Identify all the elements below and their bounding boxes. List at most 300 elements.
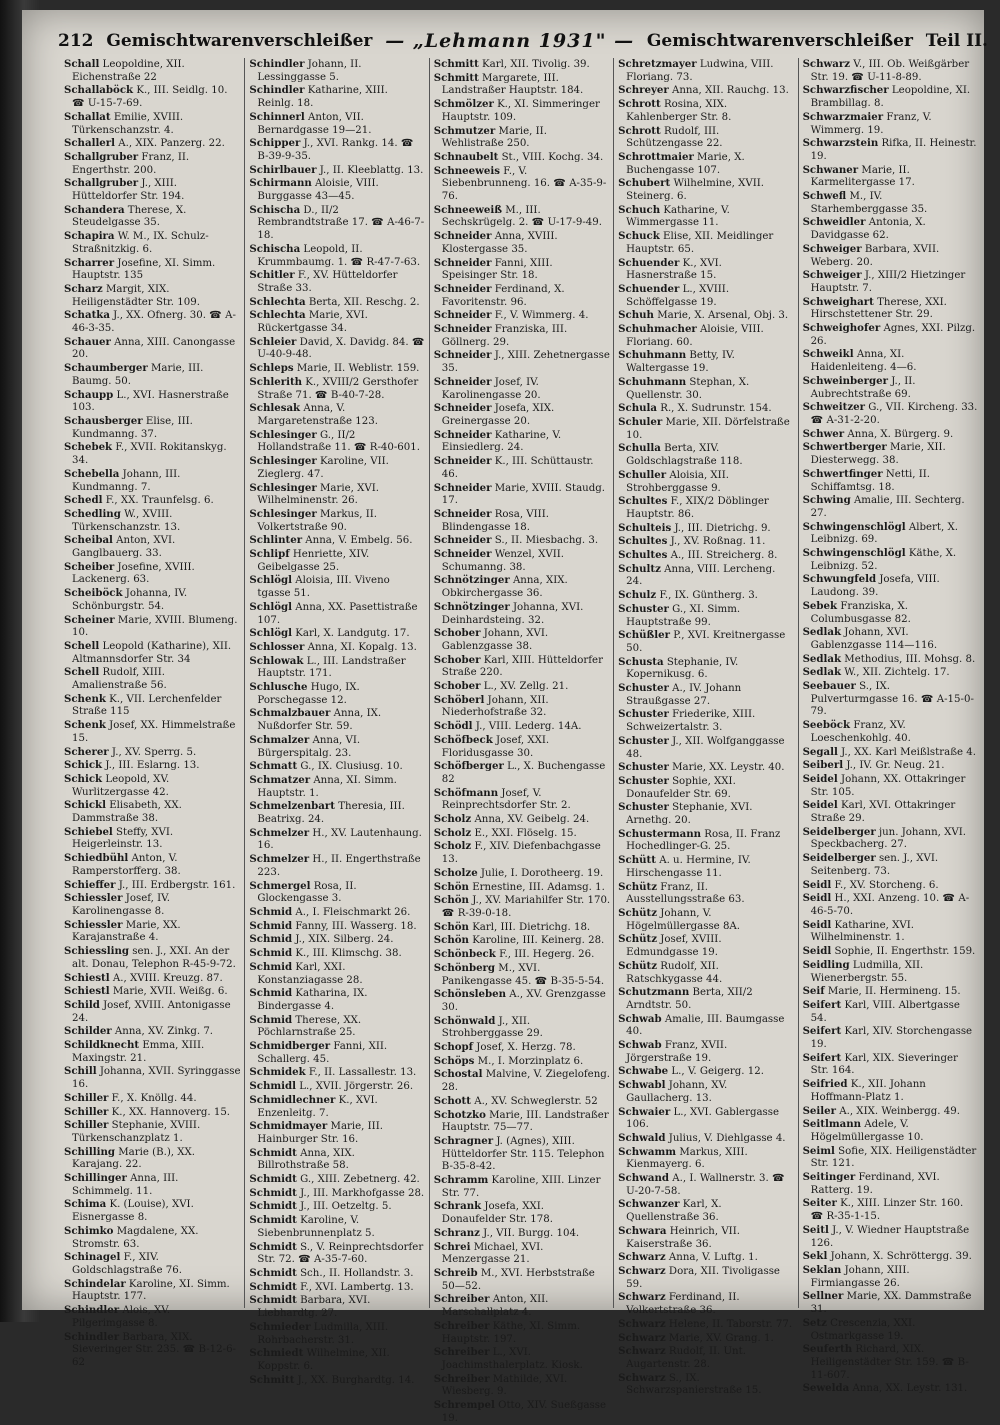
- entry-details: Josef, IV. Karolinengasse 8.: [72, 893, 170, 917]
- entry-name: Schuhmann: [618, 349, 687, 362]
- entry-details: J., III. Dietrichg. 9.: [671, 522, 771, 534]
- directory-entry: [434, 1346, 610, 1372]
- directory-entry: [249, 1040, 425, 1066]
- directory-entry: [64, 283, 241, 309]
- directory-entry: [249, 429, 425, 455]
- entry-name: Scheiber: [64, 560, 115, 573]
- entry-details: W. M., IX. Schulz-Straßnitzkig. 6.: [72, 231, 209, 255]
- entry-name: Schiebel: [64, 825, 113, 838]
- entry-details: J., XV. Sperrg. 5.: [108, 746, 197, 758]
- directory-entry: [803, 547, 979, 573]
- entry-details: Elise, XII. Meidlinger Hauptstr. 65.: [626, 231, 774, 255]
- entry-details: Karl, X. Quellenstraße 36.: [626, 1199, 722, 1224]
- directory-entry: [803, 137, 979, 163]
- directory-entry: [803, 494, 979, 520]
- entry-name: Schaupp: [64, 388, 114, 401]
- directory-entry: [803, 468, 979, 494]
- entry-details: Marie, II. Hermineng. 15.: [824, 986, 961, 998]
- entry-name: Sedlak: [802, 626, 842, 639]
- entry-name: Schmitt: [433, 71, 479, 84]
- entry-name: Sedlak: [802, 652, 842, 665]
- entry-name: Schlerith: [249, 375, 303, 388]
- entry-name: Schweinberger: [802, 374, 889, 387]
- entry-name: Schütz: [618, 907, 658, 919]
- entry-name: Schedl: [64, 494, 103, 507]
- entry-details: K., XIII. Linzer Str. 160. ☎ R-35-1-15.: [810, 1198, 964, 1223]
- directory-entry: [249, 1321, 425, 1347]
- entry-details: Johann, XII. Niederhofstraße 32.: [441, 694, 549, 719]
- entry-details: J., II. Kleeblattg. 13.: [316, 164, 424, 176]
- directory-entry: [618, 1146, 794, 1172]
- directory-entry: [434, 988, 610, 1014]
- directory-entry: [434, 151, 610, 165]
- entry-details: R., X. Sudrunstr. 154.: [657, 403, 772, 415]
- entry-details: F., XV. Hütteldorfer Straße 33.: [257, 270, 398, 294]
- directory-entry: [803, 852, 979, 878]
- directory-entry: [434, 934, 610, 948]
- directory-entry: [434, 534, 610, 548]
- directory-entry: [64, 999, 241, 1025]
- entry-name: Schuster: [618, 602, 669, 615]
- directory-entry: [249, 1214, 425, 1240]
- entry-details: Anna, XIII. Canongasse 20.: [72, 336, 236, 361]
- entry-details: Josef, XVIII. Antonigasse 24.: [72, 999, 231, 1024]
- entry-name: Schinnerl: [249, 110, 305, 123]
- entry-name: Schultes: [618, 495, 668, 508]
- entry-name: Schulla: [618, 442, 661, 455]
- entry-name: Schreiber: [433, 1293, 490, 1306]
- entry-name: Schmidt: [249, 1214, 297, 1227]
- entry-details: Wilhelmine, XII. Koppstr. 6.: [257, 1348, 390, 1372]
- directory-entry: [434, 1373, 610, 1399]
- entry-name: Schmidt: [249, 1200, 297, 1213]
- entry-name: Seidl: [802, 878, 832, 891]
- entry-name: Schmid: [249, 987, 293, 1000]
- entry-details: Marie, II. Wehlistraße 250.: [441, 125, 547, 150]
- directory-entry: [618, 230, 794, 256]
- directory-entry: [249, 455, 425, 481]
- entry-name: Schmidt: [249, 1294, 297, 1307]
- directory-entry: [64, 204, 241, 230]
- entry-details: Karl, XVI. Ottakringer Straße 29.: [810, 800, 956, 825]
- entry-details: Johann, XVI. Gablenzgasse 114—116.: [810, 627, 938, 651]
- entry-details: A. u. Hermine, IV. Hirschengasse 11.: [626, 855, 751, 879]
- entry-details: P., XVI. Kreitnergasse 50.: [626, 630, 786, 654]
- entry-name: Seitlmann: [802, 1118, 862, 1131]
- directory-entry: [434, 962, 610, 988]
- directory-entry: [64, 1198, 241, 1224]
- entry-name: Schön: [433, 934, 469, 947]
- entry-details: Marie, XII. Dörfelstraße 10.: [626, 416, 790, 441]
- entry-details: F., XV. Storcheng. 6.: [831, 879, 939, 891]
- entry-details: Josef, XX. Himmelstraße 15.: [72, 720, 236, 744]
- entry-details: Josefa, XIX. Greinergasse 20.: [441, 403, 555, 427]
- directory-entry: [64, 892, 241, 918]
- entry-details: Anna, III. Schimmelg. 11.: [72, 1173, 179, 1197]
- directory-entry: [434, 1174, 610, 1200]
- entry-name: Schwanzer: [618, 1198, 680, 1211]
- entry-name: Schlesinger: [249, 507, 317, 520]
- entry-name: Schiessler: [64, 892, 123, 905]
- entry-details: Anna, VI. Bürgerspitalg. 23.: [257, 734, 361, 759]
- entry-name: Seifried: [802, 1078, 848, 1091]
- directory-entry: [434, 1109, 610, 1135]
- entry-details: Katharine, XIII. Reinlg. 18.: [257, 85, 388, 110]
- directory-entry: [434, 867, 610, 881]
- entry-name: Schragner: [433, 1134, 494, 1147]
- entry-name: Scholz: [433, 840, 472, 853]
- entry-name: Schotzko: [433, 1108, 486, 1121]
- entry-name: Schweidler: [802, 216, 866, 229]
- entry-name: Schulz: [618, 589, 657, 602]
- entry-details: M., I. Morzinplatz 6.: [474, 1055, 584, 1067]
- entry-details: Ferdinand, II. Volkertstraße 36.: [626, 1292, 740, 1317]
- entry-name: Schmidt: [249, 1266, 297, 1279]
- entry-details: W., XVIII. Türkenschanzstr. 13.: [72, 508, 181, 533]
- entry-name: Schreiber: [433, 1319, 490, 1332]
- directory-entry: [64, 1146, 241, 1172]
- entry-name: Schwungfeld: [802, 573, 877, 586]
- entry-name: Schallerl: [64, 137, 116, 150]
- entry-details: Rosa, II. Glockengasse 3.: [257, 880, 357, 905]
- entry-details: Anna, XV. Geibelg. 24.: [471, 814, 590, 826]
- entry-details: Anna, XVIII. Klostergasse 35.: [441, 231, 558, 255]
- entry-details: Friederike, XIII. Schweizertalstr. 3.: [626, 709, 756, 734]
- entry-details: Josefine, XVIII. Lackenerg. 63.: [72, 561, 195, 586]
- entry-name: Schmidmayer: [249, 1120, 328, 1133]
- entry-name: Schneeweiß: [433, 203, 502, 216]
- entry-name: Schober: [433, 653, 481, 666]
- entry-details: K. (Louise), XVI. Eisnergasse 8.: [72, 1199, 194, 1224]
- entry-details: Amalie, III. Baumgasse 40.: [626, 1013, 785, 1038]
- directory-entry: [803, 243, 979, 269]
- entry-name: Schmitt: [433, 58, 479, 70]
- directory-entry: [618, 125, 794, 151]
- entry-name: Seidelberger: [802, 852, 876, 865]
- entry-name: Schick: [64, 759, 103, 772]
- entry-details: Rudolf, II. Unt. Augartenstr. 28.: [626, 1346, 746, 1370]
- entry-name: Schmid: [249, 960, 293, 973]
- entry-details: Anna, X. Bürgerg. 9.: [844, 428, 954, 440]
- directory-entry: [803, 375, 979, 401]
- directory-entry: [64, 389, 241, 415]
- entry-details: L., V. Geigerg. 12.: [668, 1066, 764, 1078]
- directory-entry: [249, 707, 425, 733]
- entry-details: Johann, V. Högelmüllergasse 8A.: [626, 908, 741, 932]
- entry-name: Scholze: [433, 866, 478, 879]
- column-2: [244, 58, 428, 1386]
- entry-details: Anna, XII. Rauchg. 13.: [668, 85, 789, 97]
- directory-entry: [434, 1267, 610, 1293]
- entry-details: Stephan, X. Quellenstr. 30.: [626, 376, 750, 401]
- entry-name: Schiller: [64, 1105, 109, 1118]
- entry-details: G., II/2 Hollandstraße 11. ☎ R-40-601.: [257, 429, 420, 454]
- entry-name: Seiler: [802, 1104, 836, 1117]
- entry-name: Schmidl: [249, 1080, 297, 1093]
- entry-name: Schiessling: [64, 945, 130, 958]
- directory-entry: [803, 441, 979, 467]
- directory-entry: [434, 376, 610, 402]
- entry-name: Schlesinger: [249, 428, 317, 441]
- entry-details: Sophie, II. Engerthstr. 159.: [831, 946, 976, 958]
- directory-entry: [64, 799, 241, 825]
- directory-entry: [434, 204, 610, 230]
- entry-details: Anton, VII. Bernardgasse 19—21.: [257, 111, 372, 136]
- directory-entry: [249, 1241, 425, 1267]
- entry-name: Schwab: [618, 1039, 662, 1052]
- entry-name: Schitler: [249, 269, 295, 282]
- entry-name: Schlinter: [249, 534, 303, 547]
- directory-entry: [249, 269, 425, 295]
- entry-details: Anna, XX. Leystr. 131.: [849, 1383, 968, 1395]
- directory-entry: [434, 165, 610, 204]
- entry-name: Seebauer: [802, 680, 856, 693]
- entry-details: Ludwina, VIII. Floriang. 73.: [626, 59, 774, 83]
- entry-details: Berta, XII. Reschg. 2.: [305, 296, 420, 308]
- directory-entry: [618, 323, 794, 349]
- directory-entry: [434, 1320, 610, 1346]
- page-header: [58, 22, 988, 60]
- directory-entry: [249, 1267, 425, 1281]
- entry-details: Marie, III. Landstraßer Hauptstr. 75—77.: [441, 1109, 609, 1134]
- entry-name: Schober: [433, 680, 481, 693]
- entry-name: Schnaubelt: [433, 150, 499, 163]
- directory-entry: [64, 1106, 241, 1120]
- entry-name: Schmelzer: [249, 826, 310, 839]
- entry-name: Schweiger: [802, 242, 862, 255]
- entry-name: Scheibal: [64, 534, 113, 547]
- entry-name: Schmergel: [249, 879, 311, 892]
- entry-details: Josefa, XXI. Donaufelder Str. 178.: [441, 1201, 553, 1226]
- directory-entry: [64, 151, 241, 177]
- entry-name: Schebek: [64, 441, 113, 454]
- entry-details: Netti, II. Schiffamtsg. 18.: [810, 468, 931, 493]
- entry-name: Schultz: [618, 562, 661, 575]
- directory-entry: [249, 1281, 425, 1295]
- directory-entry: [64, 336, 241, 362]
- entry-details: Otto, XIV. Sueßgasse 19.: [441, 1400, 607, 1424]
- entry-details: Karoline, III. Keinerg. 28.: [468, 935, 605, 947]
- entry-details: Karl, VIII. Albertgasse 54.: [810, 999, 960, 1024]
- entry-name: Schwertberger: [802, 441, 887, 454]
- directory-entry: [434, 787, 610, 813]
- entry-details: Agnes, XXI. Pilzg. 26.: [810, 323, 976, 347]
- directory-entry: [64, 1304, 241, 1330]
- entry-details: H., II. Engerthstraße 223.: [257, 854, 421, 878]
- entry-name: Seifert: [802, 1025, 842, 1038]
- entry-name: Schwarz: [618, 1251, 666, 1264]
- entry-details: F., X. Knöllg. 44.: [108, 1092, 197, 1104]
- entry-name: Schneider: [433, 548, 492, 561]
- entry-name: Schimko: [64, 1224, 114, 1237]
- entry-name: Schwabl: [618, 1079, 666, 1092]
- directory-entry: [249, 111, 425, 137]
- directory-entry: [249, 800, 425, 826]
- entry-details: K., XX. Hannoverg. 15.: [108, 1106, 231, 1118]
- entry-name: Schlosser: [249, 640, 305, 653]
- entry-name: Schneider: [433, 282, 492, 295]
- entry-details: F., V. Wimmerg. 4.: [491, 310, 589, 322]
- entry-details: Johanna, IV. Schönburgstr. 54.: [72, 588, 188, 612]
- entry-details: Aloisie, VIII. Floriang. 60.: [626, 324, 764, 348]
- entry-details: Elisabeth, XX. Dammstraße 38.: [72, 800, 182, 825]
- directory-entry: [434, 1293, 610, 1319]
- entry-details: F., XIV. Goldschlagstraße 76.: [72, 1252, 182, 1276]
- entry-details: Anna, XIX. Billrothstraße 58.: [257, 1147, 355, 1172]
- entry-details: F., XIX/2 Döblinger Hauptstr. 86.: [626, 496, 769, 520]
- entry-name: Segall: [802, 745, 838, 758]
- entry-details: Marie, XX. Karajanstraße 4.: [72, 919, 181, 944]
- directory-entry: [249, 376, 425, 402]
- entry-name: Schieffer: [64, 878, 116, 891]
- entry-details: J., XX. Ofnerg. 30. ☎ A-46-3-35.: [72, 310, 236, 335]
- entry-details: Josefine, XI. Simm. Hauptstr. 135: [72, 257, 216, 282]
- entry-details: Berta, XII/2 Arndtstr. 50.: [626, 987, 753, 1011]
- entry-details: Marie (B.), XX. Karajang. 22.: [72, 1146, 196, 1171]
- entry-name: Schallgruber: [64, 177, 139, 190]
- entry-details: J., VIII. Lederg. 14A.: [472, 721, 582, 733]
- directory-entry: [249, 827, 425, 853]
- entry-name: Schönsleben: [433, 988, 507, 1001]
- entry-name: Schillinger: [64, 1172, 127, 1185]
- directory-entry: [618, 1291, 794, 1317]
- entry-name: Schuster: [618, 774, 669, 787]
- entry-name: Schramm: [433, 1174, 489, 1187]
- entry-name: Schwarz: [618, 1345, 666, 1358]
- directory-entry: [64, 719, 241, 745]
- entry-details: F., XVII. Rokitanskyg. 34.: [72, 442, 227, 467]
- entry-details: Wilhelmine, XVII. Steinerg. 6.: [626, 178, 765, 203]
- entry-details: Hugo, IX. Porschegasse 12.: [257, 682, 360, 706]
- entry-name: Schatka: [64, 309, 110, 322]
- entry-details: J., V. Wiedner Hauptstraße 126.: [810, 1224, 970, 1249]
- entry-details: Josef, IV. Karolinengasse 20.: [441, 376, 541, 401]
- directory-entry: [249, 1066, 425, 1080]
- entry-name: Schwefl: [802, 190, 847, 203]
- entry-details: Ludmilla, XIII. Rohrbacherstr. 31.: [257, 1321, 389, 1346]
- entry-details: Anton, XVI. Ganglbauerg. 33.: [72, 535, 176, 560]
- directory-entry: [618, 1013, 794, 1039]
- entry-details: Karoline, XIII. Linzer Str. 77.: [441, 1175, 601, 1199]
- entry-name: Schenk: [64, 692, 106, 705]
- entry-name: Schandera: [64, 203, 125, 216]
- directory-entry: [803, 58, 979, 84]
- directory-entry: [249, 987, 425, 1013]
- directory-entry: [434, 548, 610, 574]
- entry-details: Johann, XVI. Gablenzgasse 38.: [441, 628, 549, 652]
- entry-name: Schiestl: [64, 971, 110, 984]
- entry-details: F., II. Lassallestr. 13.: [305, 1067, 417, 1079]
- directory-entry: [64, 1225, 241, 1251]
- entry-name: Schreiber: [433, 1372, 490, 1385]
- directory-entry: [249, 84, 425, 110]
- directory-entry: [618, 1079, 794, 1105]
- directory-entry: [618, 1132, 794, 1146]
- entry-details: A., I. Fleischmarkt 26.: [292, 907, 411, 918]
- entry-details: Michael, XVI. Menzergasse 21.: [441, 1241, 544, 1266]
- directory-entry: [434, 1399, 610, 1425]
- entry-name: Schwand: [618, 1172, 670, 1185]
- directory-entry: [249, 534, 425, 548]
- directory-entry: [64, 1065, 241, 1091]
- directory-entry: [618, 283, 794, 309]
- center-running-title: — „Lehmann 1931" —: [385, 30, 635, 52]
- entry-name: Schweitzer: [802, 401, 865, 414]
- entry-details: Fanny, III. Wasserg. 18.: [292, 920, 417, 932]
- entry-details: sen. J., XVI. Seitenberg. 73.: [810, 853, 939, 877]
- entry-name: Seidelberger: [802, 825, 876, 838]
- entry-name: Schuhmacher: [618, 323, 697, 336]
- entry-details: F., III. Hegerg. 26.: [495, 949, 595, 961]
- directory-entry: [434, 125, 610, 151]
- directory-entry: [249, 1374, 425, 1388]
- entry-details: J., IV. Gr. Neug. 21.: [843, 760, 945, 772]
- page-number: 212: [58, 31, 94, 51]
- directory-entry: [64, 614, 241, 640]
- entry-name: Schmidt: [249, 1186, 297, 1199]
- entry-name: Schöps: [433, 1054, 475, 1067]
- directory-entry: [434, 840, 610, 866]
- entry-name: Schmelzer: [249, 853, 310, 866]
- directory-entry: [434, 694, 610, 720]
- directory-entry: [249, 1173, 425, 1187]
- directory-entry: [618, 549, 794, 563]
- entry-name: Schustermann: [618, 827, 702, 840]
- entry-details: M., XVI. Herbststraße 50—52.: [441, 1267, 595, 1292]
- entry-name: Schirmann: [249, 177, 312, 190]
- entry-details: F., V. Siebenbrunneng. 16. ☎ A-35-9-76.: [441, 165, 607, 203]
- entry-name: Schwab: [618, 1012, 662, 1025]
- directory-entry: [249, 508, 425, 534]
- entry-details: J., XX. Burghardtg. 14.: [294, 1374, 415, 1386]
- directory-entry: [64, 1278, 241, 1304]
- entry-name: Scheiner: [64, 613, 115, 626]
- directory-entry: [618, 522, 794, 536]
- entry-details: Käthe, X. Leibnizg. 52.: [810, 548, 957, 572]
- entry-name: Schopf: [433, 1041, 474, 1054]
- entry-name: Schmalzer: [249, 733, 310, 746]
- entry-details: Karl, XXI. Konstanziagasse 28.: [257, 961, 363, 986]
- entry-name: Schiller: [64, 1091, 109, 1104]
- entry-details: Anton, XII. Marschallplatz 4.: [441, 1294, 549, 1319]
- directory-entry: [803, 1343, 979, 1382]
- entry-details: A., XV. Grenzgasse 30.: [441, 989, 606, 1013]
- entry-details: Anna, V. Luftg. 1.: [665, 1252, 758, 1264]
- entry-name: Schneider: [433, 309, 492, 322]
- directory-entry: [434, 429, 610, 455]
- directory-entry: [434, 482, 610, 508]
- entry-name: Seifert: [802, 998, 842, 1011]
- entry-details: J., XIII/2 Hietzinger Hauptstr. 7.: [810, 270, 966, 294]
- entry-name: Scharrer: [64, 256, 115, 269]
- entry-details: Leopoldine, XI. Brambillag. 8.: [810, 85, 971, 110]
- entry-name: Schlechta: [249, 295, 306, 308]
- entry-details: Sofie, XIX. Heiligenstädter Str. 121.: [810, 1145, 977, 1170]
- entry-details: Marie, XVI. Rückertgasse 34.: [257, 310, 368, 335]
- entry-name: Schlowak: [249, 654, 304, 667]
- entry-details: M., XVI. Panikengasse 45. ☎ B-35-5-54.: [441, 962, 605, 987]
- directory-entry: [618, 376, 794, 402]
- directory-entry: [249, 655, 425, 681]
- directory-entry: [434, 948, 610, 962]
- entry-name: Seitinger: [802, 1171, 856, 1184]
- entry-details: Richard, XIX. Heiligenstädter Str. 159. ☎ B-11-607.: [810, 1344, 969, 1381]
- entry-name: Schild: [64, 998, 100, 1011]
- directory-entry: [803, 1105, 979, 1119]
- entry-name: Schmalzbauer: [249, 707, 331, 720]
- entry-details: Josef, XVIII. Edmundgasse 19.: [626, 934, 722, 959]
- directory-entry: [803, 826, 979, 852]
